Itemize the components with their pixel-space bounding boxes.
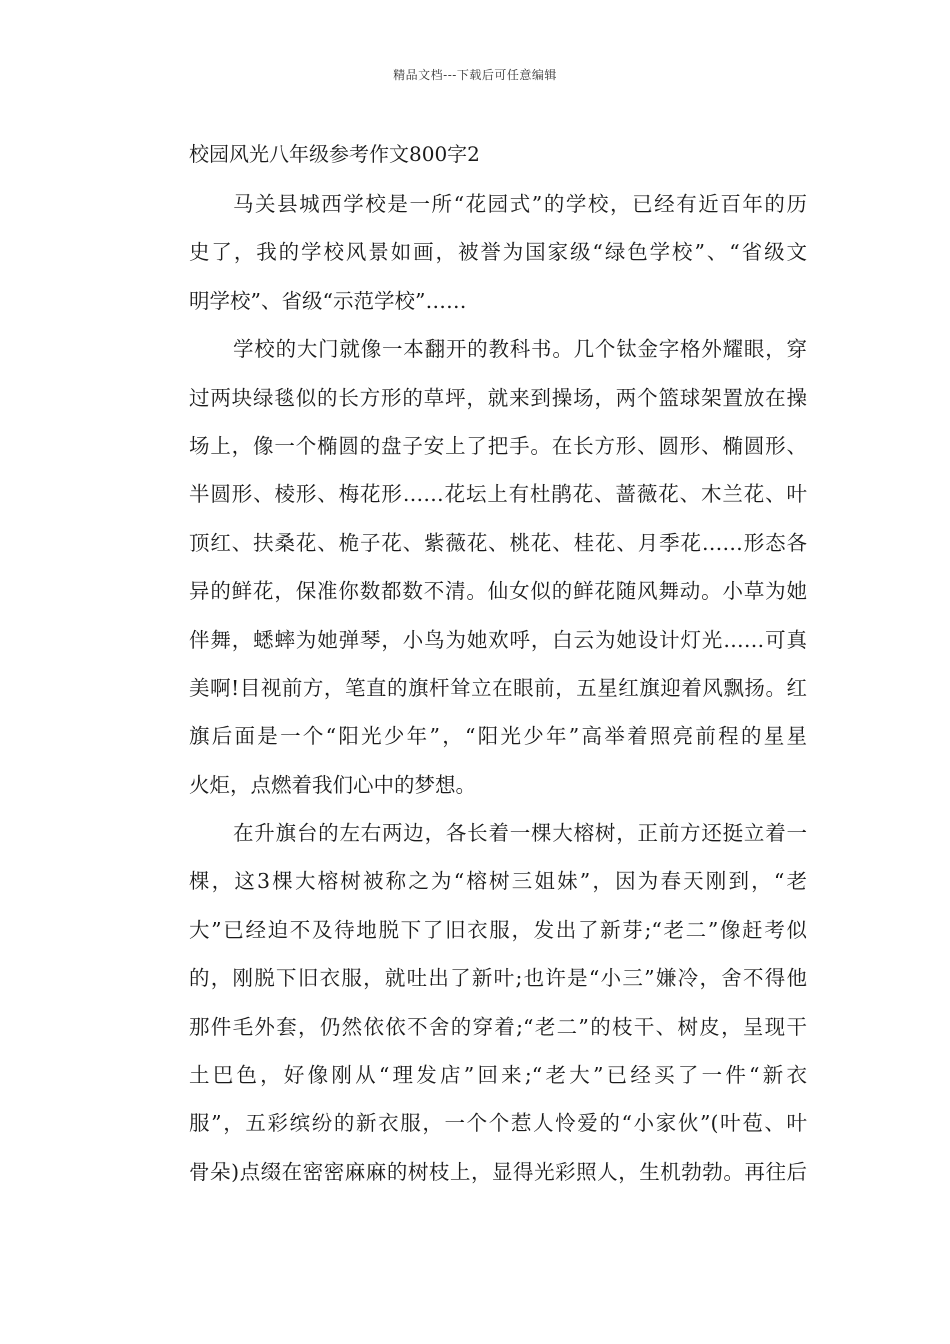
text-line: 美啊!目视前方，笔直的旗杆耸立在眼前，五星红旗迎着风飘扬。红 xyxy=(189,675,807,700)
text-line: 火炬，点燃着我们心中的梦想。 xyxy=(189,772,476,797)
document-body xyxy=(145,134,807,1196)
text-line: 在升旗台的左右两边，各长着一棵大榕树，正前方还挺立着一 xyxy=(233,821,807,846)
text-line: 的，刚脱下旧衣服，就吐出了新叶;也许是“小三”嫌冷，舍不得他 xyxy=(189,966,807,991)
paragraph-3 xyxy=(145,809,807,1196)
paragraph-2 xyxy=(145,325,807,809)
text-line: 伴舞，蟋蟀为她弹琴，小鸟为她欢呼，白云为她设计灯光……可真 xyxy=(189,627,807,652)
text-line: 土巴色，好像刚从“理发店”回来;“老大”已经买了一件“新衣 xyxy=(189,1063,807,1088)
text-line: 顶红、扶桑花、桅子花、紫薇花、桃花、桂花、月季花……形态各 xyxy=(189,530,807,555)
text-line: 明学校”、省级“示范学校”…… xyxy=(189,288,467,313)
text-line: 那件毛外套，仍然依依不舍的穿着;“老二”的枝干、树皮，呈现干 xyxy=(189,1014,807,1039)
text-line: 棵，这3棵大榕树被称之为“榕树三姐妹”，因为春天刚到，“老 xyxy=(189,869,807,894)
text-line: 学校的大门就像一本翻开的教科书。几个钛金字格外耀眼，穿 xyxy=(233,337,807,362)
text-line: 马关县城西学校是一所“花园式”的学校，已经有近百年的历 xyxy=(233,192,807,216)
paragraph-1 xyxy=(145,180,807,325)
text-line: 服”，五彩缤纷的新衣服，一个个惹人怜爱的“小家伙”(叶苞、叶 xyxy=(189,1111,807,1136)
text-line: 异的鲜花，保准你数都数不清。仙女似的鲜花随风舞动。小草为她 xyxy=(189,579,807,604)
text-line: 史了，我的学校风景如画，被誉为国家级“绿色学校”、“省级文 xyxy=(189,240,807,265)
text-line: 过两块绿毯似的长方形的草坪，就来到操场，两个篮球架置放在操 xyxy=(189,385,807,410)
text-line: 骨朵)点缀在密密麻麻的树枝上，显得光彩照人，生机勃勃。再往后 xyxy=(189,1159,807,1184)
text-line: 旗后面是一个“阳光少年”，“阳光少年”高举着照亮前程的星星 xyxy=(189,724,807,749)
text-line: 大”已经迫不及待地脱下了旧衣服，发出了新芽;“老二”像赶考似 xyxy=(189,917,807,942)
page-header: 精品文档---下载后可任意编辑 xyxy=(393,68,557,82)
document-title: 校园风光八年级参考作文800字2 xyxy=(189,142,480,166)
text-line: 场上，像一个椭圆的盘子安上了把手。在长方形、圆形、椭圆形、 xyxy=(189,433,807,458)
text-line: 半圆形、棱形、梅花形……花坛上有杜鹃花、蔷薇花、木兰花、叶 xyxy=(189,482,807,507)
